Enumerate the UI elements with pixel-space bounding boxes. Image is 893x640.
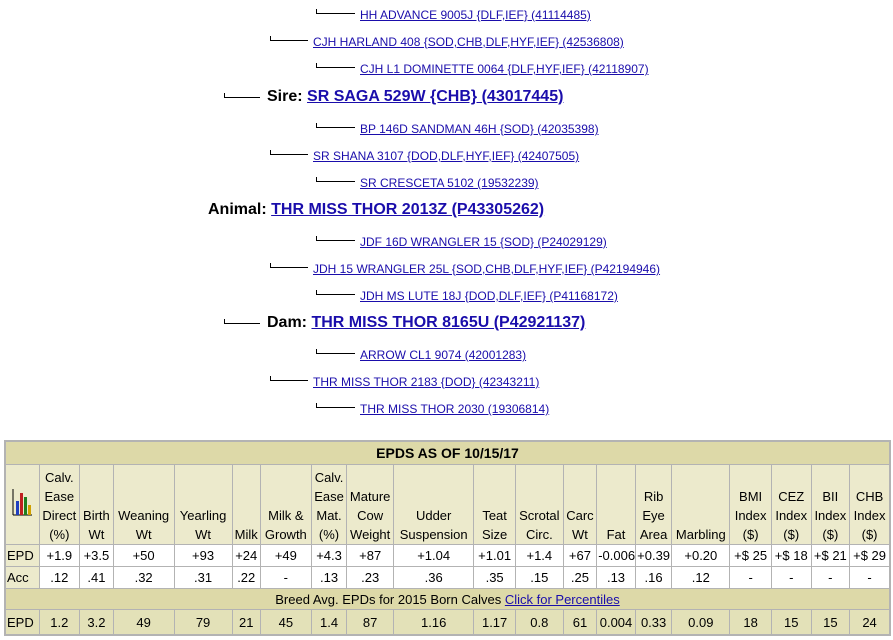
- epd-value: +93: [175, 545, 232, 566]
- dam-sire-link[interactable]: JDH 15 WRANGLER 25L {SOD,CHB,DLF,HYF,IEF} (P42194946): [313, 262, 661, 276]
- pedigree-connector: [224, 97, 260, 98]
- epd-table-container: [4, 440, 891, 636]
- epd-table: [5, 441, 890, 635]
- dam-link[interactable]: THR MISS THOR 8165U (P42921137): [311, 314, 586, 331]
- breed-avg-value: 24: [850, 610, 889, 634]
- breed-avg-value: 21: [233, 610, 260, 634]
- pedigree-connector: [224, 323, 260, 324]
- breed-avg-value: 0.09: [672, 610, 729, 634]
- pedigree-connector: [270, 380, 308, 381]
- pedigree-connector: [316, 63, 317, 68]
- epd-value: +49: [261, 545, 311, 566]
- epd-value: +1.4: [516, 545, 563, 566]
- sire-sire-dam-link[interactable]: CJH L1 DOMINETTE 0064 {DLF,HYF,IEF} (42118907): [360, 62, 649, 76]
- sire-sire-link[interactable]: CJH HARLAND 408 {SOD,CHB,DLF,HYF,IEF} (42536808): [313, 35, 624, 49]
- column-header: CEZ Index ($): [772, 465, 811, 544]
- acc-value: .16: [636, 567, 672, 588]
- pedigree-connector: [316, 67, 355, 68]
- breed-avg-value: 15: [772, 610, 811, 634]
- pedigree-connector: [316, 177, 317, 182]
- breed-avg-value: 45: [261, 610, 311, 634]
- epd-value: +$ 25: [730, 545, 771, 566]
- breed-avg-title: [6, 589, 889, 609]
- pedigree-connector: [270, 267, 308, 268]
- column-header: Udder Suspension: [394, 465, 473, 544]
- acc-value: .23: [347, 567, 393, 588]
- breed-avg-value: 61: [564, 610, 597, 634]
- acc-value: .35: [474, 567, 515, 588]
- bar-chart-icon-cell[interactable]: [6, 465, 39, 544]
- epd-value: +$ 21: [812, 545, 850, 566]
- acc-value: -: [261, 567, 311, 588]
- breed-avg-value: 87: [347, 610, 393, 634]
- breed-avg-value: 79: [175, 610, 232, 634]
- pedigree-node-dam-dam-dam: [360, 400, 549, 418]
- pedigree-connector: [270, 40, 308, 41]
- breed-avg-value: 1.17: [474, 610, 515, 634]
- pedigree-node-sire-sire: [313, 33, 624, 51]
- acc-value: .12: [672, 567, 729, 588]
- dam-dam-dam-link[interactable]: THR MISS THOR 2030 (19306814): [360, 402, 550, 416]
- pedigree-node-animal: [208, 201, 544, 219]
- breed-avg-value: 49: [114, 610, 174, 634]
- breed-avg-value: 18: [730, 610, 771, 634]
- column-header: Weaning Wt: [114, 465, 174, 544]
- pedigree-connector: [316, 407, 355, 408]
- pedigree-connector: [270, 154, 308, 155]
- acc-value: .36: [394, 567, 473, 588]
- breed-avg-value: 0.8: [516, 610, 563, 634]
- pedigree-node-dam-sire: [313, 260, 660, 278]
- epd-value: -0.006: [597, 545, 635, 566]
- epd-value: +3.5: [80, 545, 113, 566]
- acc-value: -: [730, 567, 771, 588]
- pedigree-node-dam-dam-sire: [360, 346, 526, 364]
- column-header: Mature Cow Weight: [347, 465, 393, 544]
- column-header: Teat Size: [474, 465, 515, 544]
- animal-link[interactable]: THR MISS THOR 2013Z (P43305262): [271, 201, 545, 218]
- pedigree-node-dam-sire-sire: [360, 233, 607, 251]
- epd-column-headers: [6, 465, 889, 544]
- column-header: Marbling: [672, 465, 729, 544]
- pedigree-node-dam-sire-dam: [360, 287, 618, 305]
- pedigree-connector: [316, 353, 355, 354]
- pedigree-connector: [270, 263, 271, 268]
- acc-value: .25: [564, 567, 597, 588]
- column-header: BMI Index ($): [730, 465, 771, 544]
- epd-value: +67: [564, 545, 597, 566]
- epd-value: +4.3: [312, 545, 347, 566]
- acc-value: .13: [597, 567, 635, 588]
- epd-value: +$ 18: [772, 545, 811, 566]
- pedigree-node-sire-sire-dam: [360, 60, 649, 78]
- column-header: Scrotal Circ.: [516, 465, 563, 544]
- pedigree-connector: [270, 376, 271, 381]
- sire-link[interactable]: SR SAGA 529W {CHB} (43017445): [307, 88, 564, 105]
- column-header: Milk & Growth: [261, 465, 311, 544]
- acc-value: .31: [175, 567, 232, 588]
- column-header: BII Index ($): [812, 465, 850, 544]
- breed-avg-value: 1.4: [312, 610, 347, 634]
- sire-dam-link[interactable]: SR SHANA 3107 {DOD,DLF,HYF,IEF} (42407505): [313, 149, 580, 163]
- column-header: Rib Eye Area: [636, 465, 672, 544]
- epd-row-label: EPD: [6, 545, 39, 566]
- pedigree-node-sire-sire-sire: [360, 6, 591, 24]
- pedigree-connector: [316, 240, 355, 241]
- pedigree-connector: [316, 403, 317, 408]
- epd-row: [6, 545, 889, 566]
- acc-value: .22: [233, 567, 260, 588]
- acc-value: .13: [312, 567, 347, 588]
- percentiles-link[interactable]: Click for Percentiles: [504, 591, 620, 607]
- dam-label: Dam:: [267, 314, 308, 331]
- pedigree-connector: [316, 9, 317, 14]
- animal-label: Animal:: [208, 201, 267, 218]
- column-header: Calv. Ease Direct (%): [40, 465, 80, 544]
- breed-avg-value: 1.16: [394, 610, 473, 634]
- epd-value: +50: [114, 545, 174, 566]
- pedigree-node-sire-dam-sire: [360, 120, 599, 138]
- epd-value: +1.01: [474, 545, 515, 566]
- pedigree-connector: [224, 319, 225, 324]
- dam-dam-link[interactable]: THR MISS THOR 2183 {DOD} (42343211): [313, 375, 540, 389]
- column-header: Calv. Ease Mat. (%): [312, 465, 347, 544]
- acc-row-label: Acc: [6, 567, 39, 588]
- pedigree-connector: [316, 127, 355, 128]
- epd-value: +1.9: [40, 545, 80, 566]
- acc-value: .41: [80, 567, 113, 588]
- epd-value: +0.20: [672, 545, 729, 566]
- column-header: Birth Wt: [80, 465, 113, 544]
- sire-sire-sire-link[interactable]: HH ADVANCE 9005J {DLF,IEF} (41114485): [360, 8, 591, 22]
- dam-sire-dam-link[interactable]: JDH MS LUTE 18J {DOD,DLF,IEF} (P41168172): [360, 289, 618, 303]
- pedigree-connector: [270, 150, 271, 155]
- column-header: CHB Index ($): [850, 465, 889, 544]
- column-header: Yearling Wt: [175, 465, 232, 544]
- pedigree-node-dam: [267, 314, 585, 332]
- acc-row: [6, 567, 889, 588]
- acc-value: -: [812, 567, 850, 588]
- acc-value: .32: [114, 567, 174, 588]
- breed-row-label: EPD: [6, 610, 39, 634]
- pedigree-connector: [316, 123, 317, 128]
- pedigree-connector: [316, 181, 355, 182]
- pedigree-connector: [316, 236, 317, 241]
- sire-dam-dam-link[interactable]: SR CRESCETA 5102 (19532239): [360, 176, 539, 190]
- dam-sire-sire-link[interactable]: JDF 16D WRANGLER 15 {SOD} (P24029129): [360, 235, 607, 249]
- pedigree-node-dam-dam: [313, 373, 539, 391]
- acc-value: .15: [516, 567, 563, 588]
- epd-value: +24: [233, 545, 260, 566]
- pedigree-node-sire-dam: [313, 147, 579, 165]
- sire-dam-sire-link[interactable]: BP 146D SANDMAN 46H {SOD} (42035398): [360, 122, 599, 136]
- epd-table-title: EPDS AS OF 10/15/17: [6, 442, 889, 464]
- acc-value: -: [772, 567, 811, 588]
- breed-avg-value: 3.2: [80, 610, 113, 634]
- acc-value: -: [850, 567, 889, 588]
- breed-avg-value: 0.33: [636, 610, 672, 634]
- breed-avg-value: 1.2: [40, 610, 80, 634]
- column-header: Fat: [597, 465, 635, 544]
- acc-value: .12: [40, 567, 80, 588]
- column-header: Milk: [233, 465, 260, 544]
- breed-avg-value: 0.004: [597, 610, 635, 634]
- pedigree-node-sire-dam-dam: [360, 174, 539, 192]
- pedigree-node-sire: [267, 88, 563, 106]
- epd-value: +0.39: [636, 545, 672, 566]
- pedigree-connector: [316, 349, 317, 354]
- sire-label: Sire:: [267, 88, 303, 105]
- pedigree-connector: [224, 93, 225, 98]
- pedigree-connector: [270, 36, 271, 41]
- epd-value: +1.04: [394, 545, 473, 566]
- breed-avg-value: 15: [812, 610, 850, 634]
- column-header: Carc Wt: [564, 465, 597, 544]
- dam-dam-sire-link[interactable]: ARROW CL1 9074 (42001283): [360, 348, 527, 362]
- epd-value: +$ 29: [850, 545, 889, 566]
- breed-avg-row: [6, 610, 889, 634]
- pedigree-connector: [316, 294, 355, 295]
- epd-value: +87: [347, 545, 393, 566]
- pedigree-connector: [316, 13, 355, 14]
- pedigree-connector: [316, 290, 317, 295]
- breed-avg-label: Breed Avg. EPDs for 2015 Born Calves: [275, 591, 502, 607]
- bar-chart-icon[interactable]: [11, 487, 33, 517]
